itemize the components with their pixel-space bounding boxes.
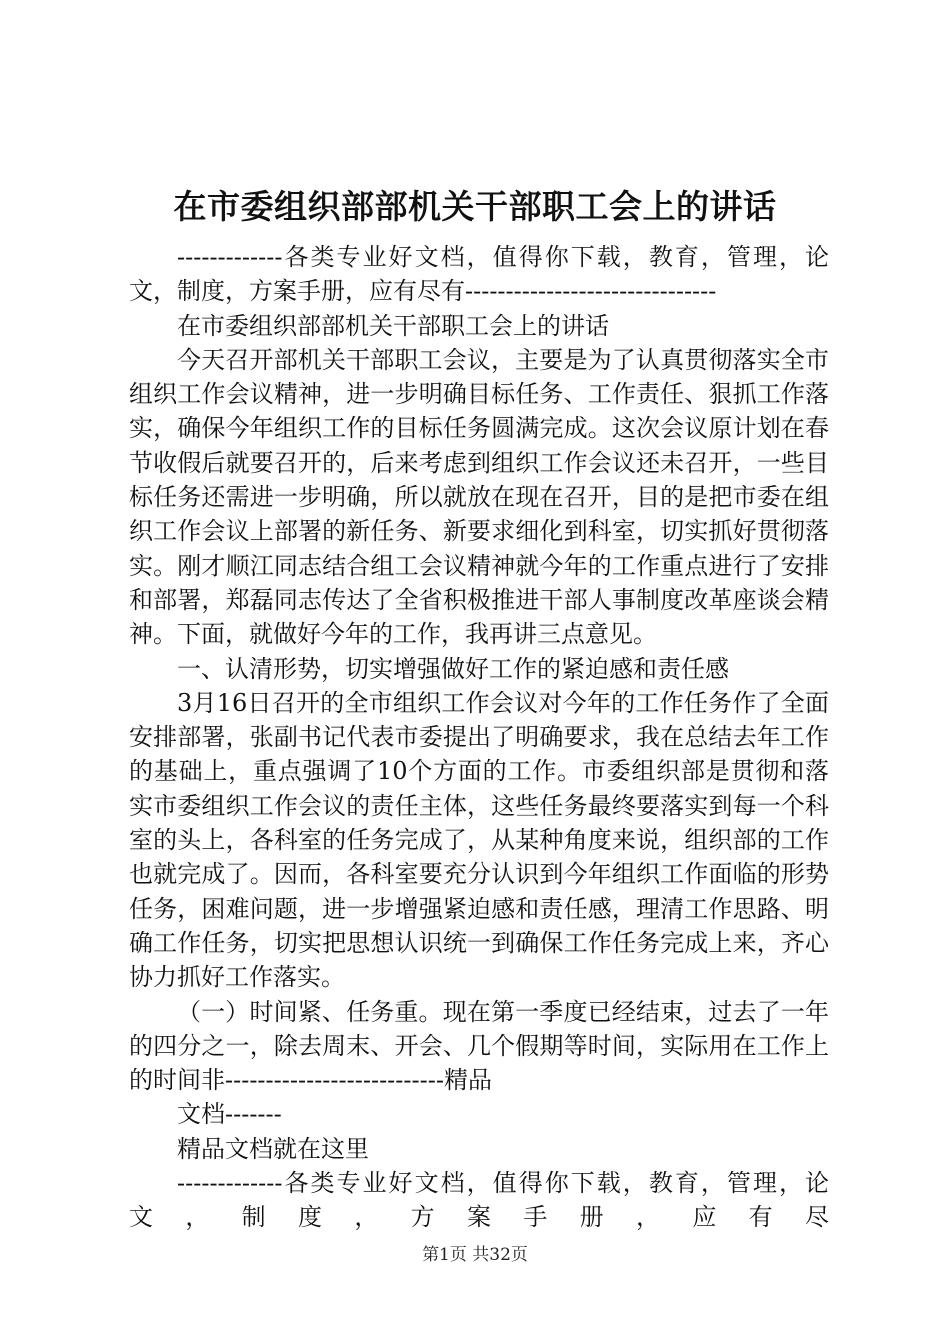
footer-banner-paragraph: -------------各类专业好文档，值得你下载，教育，管理，论文，制度，方案手册，应有尽 [129,1169,829,1232]
page-number: 第1页 共32页 [422,1245,528,1265]
intro-paragraph: 今天召开部机关干部职工会议，主要是为了认真贯彻落实全市组织工作会议精神，进一步明确目标任务、工作责任、狠抓工作落实，确保今年组织工作的目标任务圆满完成。这次会议原计划在春节收假后就要召开的，后来考虑到组织工作会议还未召开，一些目标任务还需进一步明确，所以就放在现在召开，目的是把市委在组织工作会议上部署的新任务、新要求细化到科室，切实抓好贯彻落实。刚才顺江同志结合组工会议精神就今年的工作重点进行了安排和部署，郑磊同志传达了全省积极推进干部人事制度改革座谈会精神。下面，就做好今年的工作，我再讲三点意见。 [129,345,829,649]
section-heading-1: 一、认清形势，切实增强做好工作的紧迫感和责任感 [177,654,729,683]
section-1-paragraph: 3月16日召开的全市组织工作会议对今年的工作任务作了全面安排部署，张副书记代表市委提出了明确要求，我在总结去年工作的基础上，重点强调了10个方面的工作。市委组织部是贯彻和落实市委组织工作会议的责任主体，这些任务最终要落实到每一个科室的头上，各科室的任务完成了，从某种角度来说，组织部的工作也就完成了。因而，各科室要充分认识到今年组织工作面临的形势任务，困难问题，进一步增强紧迫感和责任感，理清工作思路、明确工作任务，切实把思想认识统一到确保工作任务完成上来，齐心协力抓好工作落实。 [129,688,829,992]
watermark-line-1: 文档------- [177,1100,282,1129]
header-banner-paragraph: -------------各类专业好文档，值得你下载，教育，管理，论文，制度，方案手册，应有尽有------------------------------- [129,243,829,306]
subsection-1-paragraph: （一）时间紧、任务重。现在第一季度已经结束，过去了一年的四分之一，除去周末、开会、几个假期等时间，实际用在工作上的时间非---------------------------精品 [129,997,829,1095]
document-body [129,240,829,1235]
watermark-line-2: 精品文档就在这里 [177,1134,369,1163]
speech-title-paragraph: 在市委组织部部机关干部职工会上的讲话 [177,311,609,340]
document-title: 在市委组织部部机关干部职工会上的讲话 [173,187,777,226]
